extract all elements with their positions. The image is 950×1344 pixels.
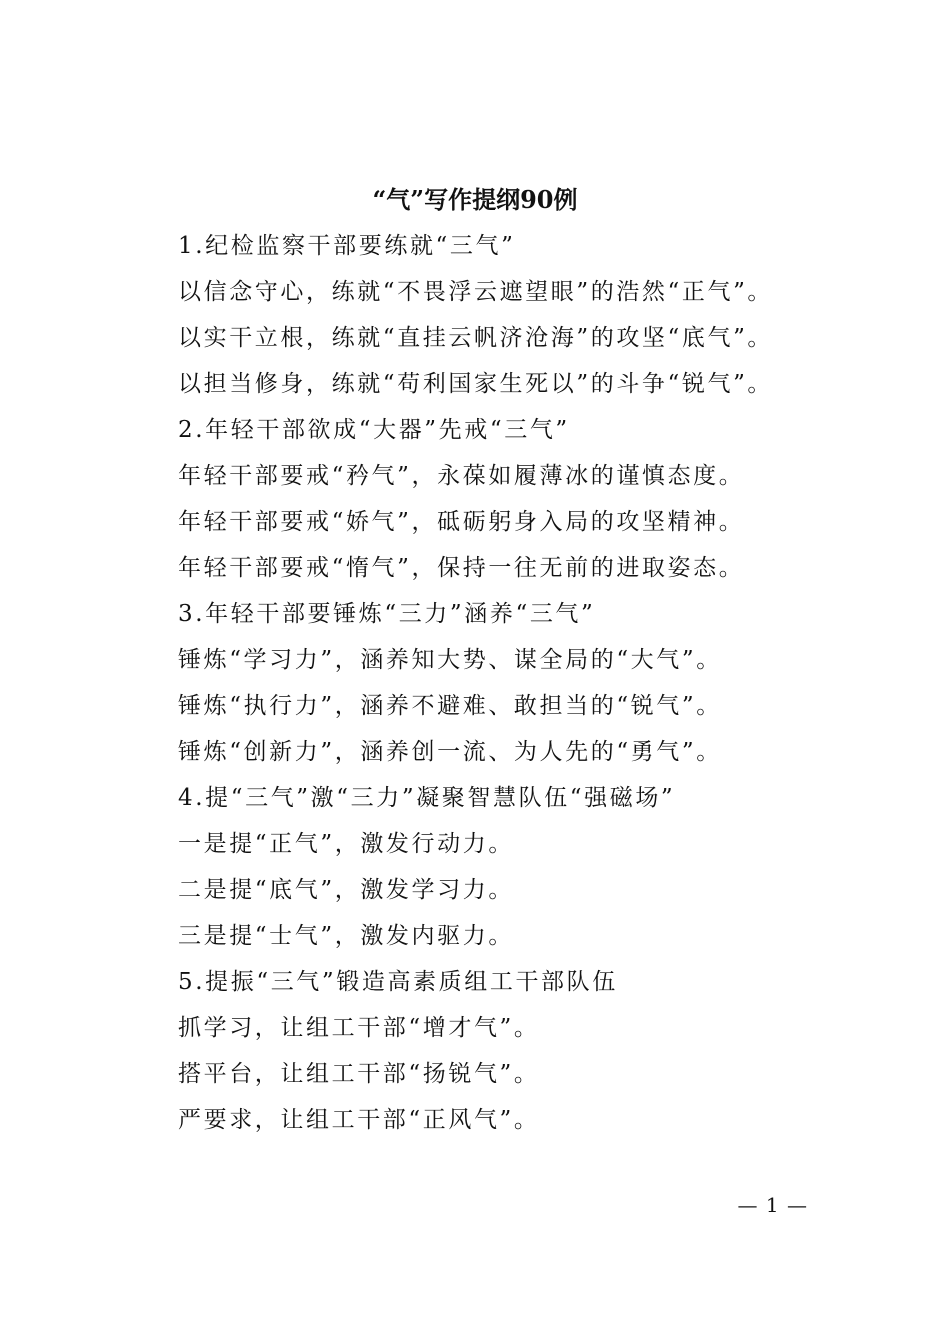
text-line: 年轻干部要戒“惰气”，保持一往无前的进取姿态。 — [178, 555, 745, 581]
text-line: 年轻干部要戒“矜气”，永葆如履薄冰的谨慎态度。 — [178, 463, 745, 489]
text-line: 以担当修身，练就“苟利国家生死以”的斗争“锐气”。 — [178, 371, 774, 397]
section-heading: 3.年轻干部要锤炼“三力”涵养“三气” — [178, 601, 596, 627]
text-line: 以信念守心，练就“不畏浮云遮望眼”的浩然“正气”。 — [178, 279, 774, 305]
document-title: “气”写作提纲90例 — [372, 185, 578, 214]
section-heading: 5.提振“三气”锻造高素质组工干部队伍 — [178, 969, 618, 995]
text-line: 二是提“底气”，激发学习力。 — [178, 877, 514, 903]
section-heading: 4.提“三气”激“三力”凝聚智慧队伍“强磁场” — [178, 785, 676, 811]
text-line: 年轻干部要戒“娇气”，砥砺躬身入局的攻坚精神。 — [178, 509, 745, 535]
text-line: 三是提“士气”，激发内驱力。 — [178, 923, 514, 949]
text-line: 搭平台，让组工干部“扬锐气”。 — [178, 1061, 540, 1087]
text-line: 抓学习，让组工干部“增才气”。 — [178, 1015, 540, 1041]
text-line: 锤炼“创新力”，涵养创一流、为人先的“勇气”。 — [178, 739, 722, 765]
section-heading: 1.纪检监察干部要练就“三气” — [178, 233, 516, 259]
page-number: — 1 — — [737, 1193, 808, 1217]
text-line: 以实干立根，练就“直挂云帆济沧海”的攻坚“底气”。 — [178, 325, 774, 351]
text-line: 锤炼“执行力”，涵养不避难、敢担当的“锐气”。 — [178, 693, 722, 719]
document-body — [178, 226, 818, 1146]
section-heading: 2.年轻干部欲成“大器”先戒“三气” — [178, 417, 570, 443]
text-line: 锤炼“学习力”，涵养知大势、谋全局的“大气”。 — [178, 647, 722, 673]
text-line: 严要求，让组工干部“正风气”。 — [178, 1107, 540, 1133]
text-line: 一是提“正气”，激发行动力。 — [178, 831, 514, 857]
